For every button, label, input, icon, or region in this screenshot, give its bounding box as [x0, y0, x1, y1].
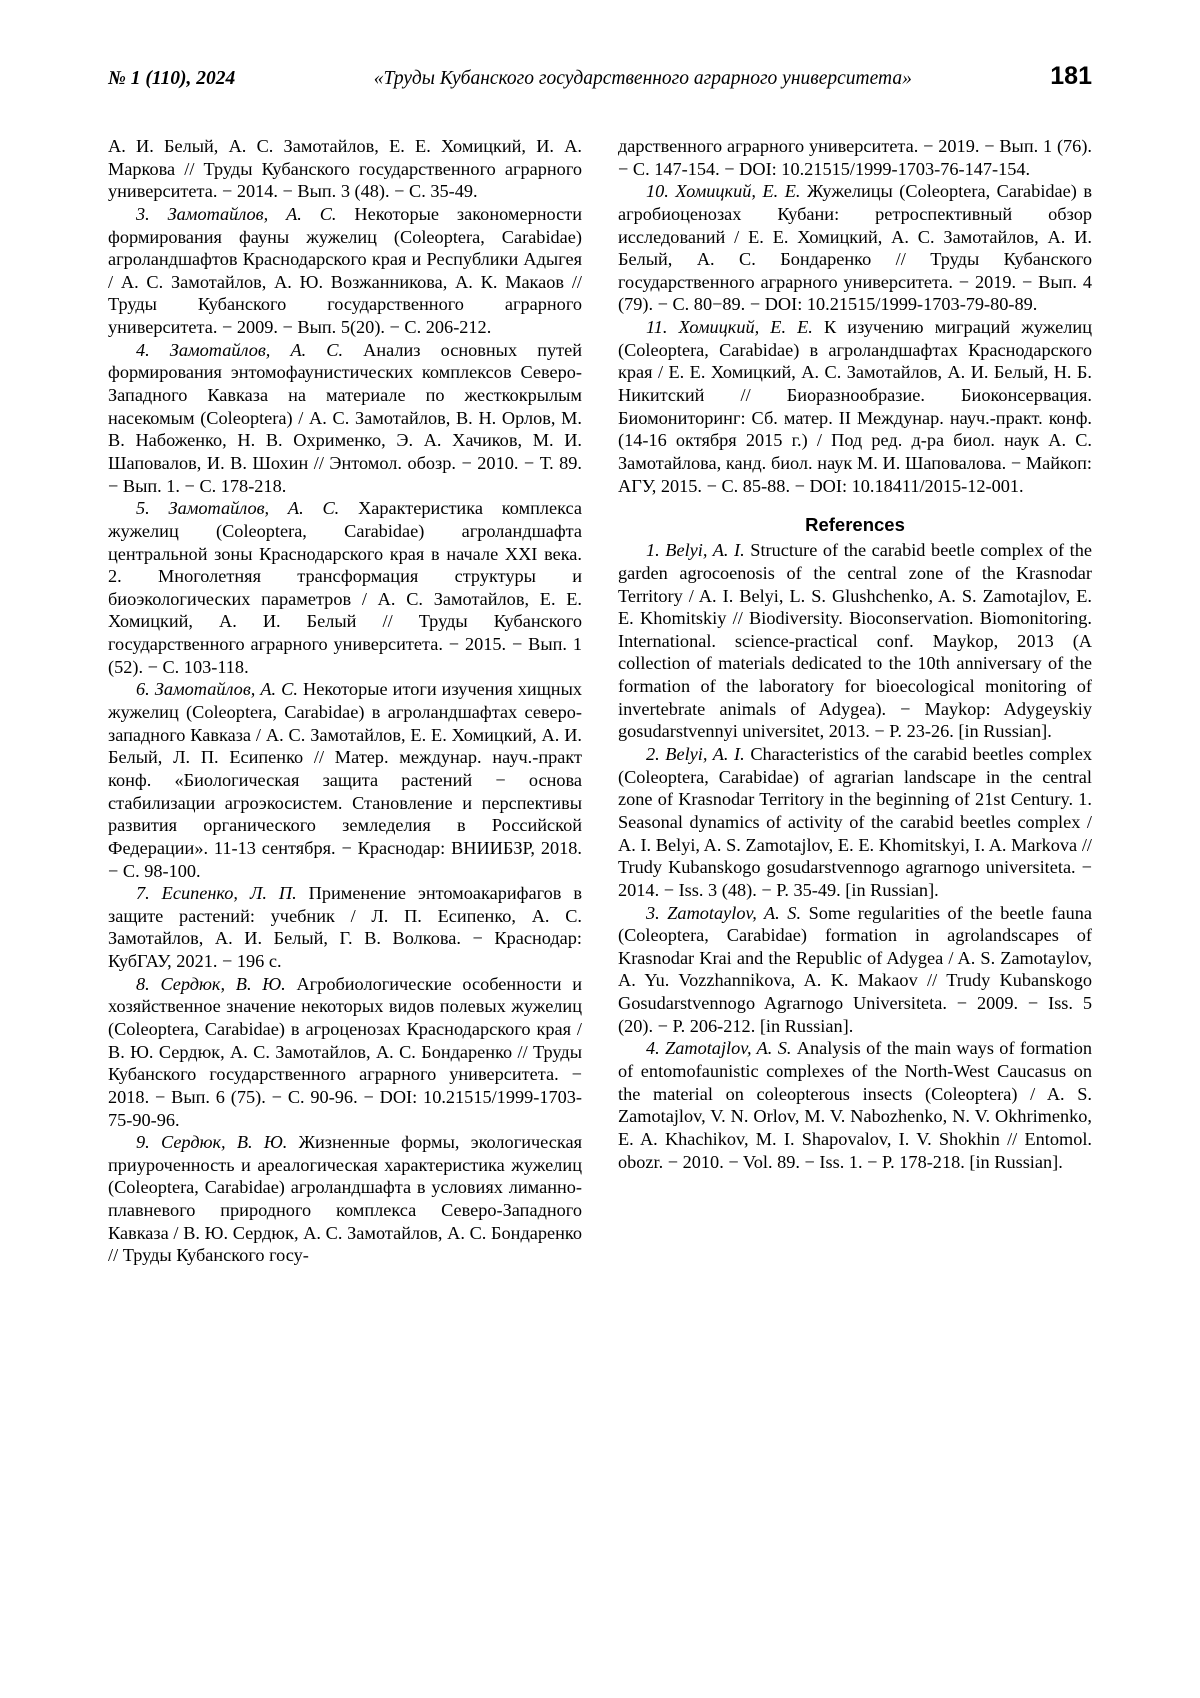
left-column — [108, 135, 582, 1267]
reference-entry — [618, 180, 1092, 316]
reference-author: 7. Есипенко, Л. П. — [136, 883, 309, 904]
reference-entry — [108, 678, 582, 882]
reference-author: 5. Замотайлов, А. С. — [136, 498, 359, 519]
reference-text: Агробиологические особенности и хозяйственное значение некоторых видов полевых жужелиц (Coleoptera, Carabidae) в агроценозах Краснодарского края / В. Ю. Сердюк, А. С. Замотайлов, А. С. Бондаренко // Труды Кубанского государственного аграрного университета. − 2018. − Вып. 6 (75). − С. 90-96. − DOI: 10.21515/1999-1703-75-90-96. — [108, 973, 583, 1130]
reference-author: 9. Сердюк, В. Ю. — [136, 1132, 299, 1153]
reference-author: 3. Замотайлов, А. С. — [136, 203, 355, 224]
reference-author: 8. Сердюк, В. Ю. — [136, 973, 297, 994]
reference-text: Structure of the carabid beetle complex of the garden agrocoenosis of the central zone of the Krasnodar Territory / A. I. Belyi, L. S. Glushchenko, A. S. Zamotajlov, E. E. Khomitskiy // Biodiversity. Bioconservation. Biomonitoring. International. science-practical conf. Maykop, 2013 (A collection of materials dedicated to the 10th anniversary of the formation of the laboratory for bioecological monitoring of invertebrate animals of Adygea). − Maykop: Adygeyskiy gosudarstvennyi universitet, 2013. − P. 23-26. [in Russian]. — [618, 540, 1092, 742]
reference-text: Characteristics of the carabid beetles complex (Coleoptera, Carabidae) of agrarian landscape in the central zone of Krasnodar Territory in the beginning of 21st Century. 1. Seasonal dynamics of activity of the carabid beetles complex / A. I. Belyi, A. S. Zamotajlov, E. E. Khomitskyi, I. A. Markova // Trudy Kubanskogo gosudarstvennogo agrarnogo universiteta. − 2014. − Iss. 3 (48). − P. 35-49. [in Russian]. — [618, 744, 1092, 900]
reference-text: Анализ основных путей формирования энтомофаунистических комплексов Северо-Западного Кавказа на материале по жесткокрылым насекомым (Coleoptera) / А. С. Замотайлов, В. Н. Орлов, М. В. Набоженко, Н. В. Охрименко, Э. А. Хачиков, М. И. Шаповалов, И. В. Шохин // Энтомол. обозр. − 2010. − Т. 89. − Вып. 1. − С. 178-218. — [108, 339, 582, 496]
reference-entry — [108, 135, 582, 203]
issue-label: № 1 (110), 2024 — [108, 68, 236, 89]
reference-entry — [108, 973, 582, 1131]
reference-text: Жужелицы (Coleoptera, Carabidae) в агробиоценозах Кубани: ретроспективный обзор исследований / Е. Е. Хомицкий, А. С. Замотайлов, А. И. Белый, А. С. Бондаренко // Труды Кубанского государственного аграрного университета. − 2019. − Вып. 4 (79). − С. 80−89. − DOI: 10.21515/1999-1703-79-80-89. — [618, 181, 1092, 315]
page-header — [108, 62, 1092, 91]
right-column-references-english — [618, 539, 1092, 1173]
reference-author: 4. Zamotajlov, A. S. — [646, 1038, 797, 1059]
journal-title: «Труды Кубанского государственного аграрного университета» — [373, 68, 912, 89]
reference-text: Жизненные формы, экологическая приуроченность и ареалогическая характеристика жужелиц (Coleoptera, Carabidae) агроландшафта в условиях лиманно-плавневого природного комплекса Северо-Западного Кавказа / В. Ю. Сердюк, А. С. Замотайлов, А. С. Бондаренко // Труды Кубанского госу- — [108, 1132, 582, 1266]
reference-entry — [108, 1131, 582, 1267]
reference-author: 2. Belyi, A. I. — [646, 744, 751, 765]
reference-author: 6. Замотайлов, А. С. — [136, 679, 304, 700]
reference-author: 10. Хомицкий, Е. Е. — [646, 181, 807, 202]
reference-text: Некоторые закономерности формирования фауны жужелиц (Coleoptera, Carabidae) агроландшафтов Краснодарского края и Республики Адыгея / А. С. Замотайлов, А. Ю. Возжанникова, А. К. Макаов // Труды Кубанского государственного аграрного университета. − 2009. − Вып. 5(20). − С. 206-212. — [108, 203, 582, 338]
reference-author: 3. Zamotaylov, A. S. — [646, 902, 809, 923]
reference-entry — [108, 497, 582, 678]
page-number: 181 — [1050, 62, 1092, 90]
reference-author: 11. Хомицкий, Е. Е. — [646, 317, 824, 338]
reference-entry — [108, 882, 582, 973]
two-column-body — [108, 135, 1092, 1267]
reference-text: дарственного аграрного университета. − 2019. − Вып. 1 (76). − С. 147-154. − DOI: 10.21515/1999-1703-76-147-154. — [618, 136, 1092, 179]
reference-text: Some regularities of the beetle fauna (Coleoptera, Carabidae) formation in agrolandscapes of Krasnodar Krai and the Republic of Adygea / A. S. Zamotaylov, A. Yu. Vozzhannikova, A. K. Makaov // Trudy Kubanskogo Gosudarstvennogo Agrarnogo Universiteta. − 2009. − Iss. 5 (20). − P. 206-212. [in Russian]. — [618, 902, 1092, 1036]
right-column-references-russian — [618, 135, 1092, 497]
reference-entry — [618, 1037, 1092, 1173]
reference-author: 4. Замотайлов, А. С. — [136, 339, 364, 360]
reference-text: А. И. Белый, А. С. Замотайлов, Е. Е. Хомицкий, И. А. Маркова // Труды Кубанского государственного аграрного университета. − 2014. − Вып. 3 (48). − С. 35-49. — [108, 136, 582, 202]
reference-entry — [618, 743, 1092, 901]
reference-author: 1. Belyi, A. I. — [646, 540, 751, 561]
reference-text: Применение энтомоакарифагов в защите растений: учебник / Л. П. Есипенко, А. С. Замотайлов, А. И. Белый, Г. В. Волкова. − Краснодар: КубГАУ, 2021. − 196 с. — [108, 883, 582, 972]
reference-entry — [618, 135, 1092, 180]
reference-text: Некоторые итоги изучения хищных жужелиц (Coleoptera, Carabidae) в агроландшафтах северо-западного Кавказа / А. С. Замотайлов, Е. Е. Хомицкий, А. И. Белый, Л. П. Есипенко // Матер. междунар. науч.-практ конф. «Биологическая защита растений − основа стабилизации агроэкосистем. Становление и перспективы развития органического земледелия в Российской Федерации». 11-13 сентября. − Краснодар: ВНИИБЗР, 2018. − С. 98-100. — [108, 679, 583, 881]
left-column-references — [108, 135, 582, 1267]
reference-entry — [618, 902, 1092, 1038]
reference-text: Характеристика комплекса жужелиц (Coleoptera, Carabidae) агроландшафта центральной зоны Краснодарского края в начале XXI века. 2. Многолетняя трансформация структуры и биоэкологических параметров / А. С. Замотайлов, Е. Е. Хомицкий, А. И. Белый // Труды Кубанского государственного аграрного университета. − 2015. − Вып. 1 (52). − С. 103-118. — [108, 498, 582, 677]
reference-entry — [618, 539, 1092, 743]
right-column — [618, 135, 1092, 1267]
references-heading: References — [805, 514, 905, 536]
reference-entry — [108, 203, 582, 339]
reference-text: К изучению миграций жужелиц (Coleoptera, Carabidae) в агроландшафтах Краснодарского края / Е. Е. Хомицкий, А. С. Замотайлов, А. И. Белый, Н. Б. Никитский // Биоразнообразие. Биоконсервация. Биомониторинг: Сб. матер. II Междунар. науч.-практ. конф. (14-16 октября 2015 г.) / Под ред. д-ра биол. наук А. С. Замотайлова, канд. биол. наук М. И. Шаповалова. − Майкоп: АГУ, 2015. − С. 85-88. − DOI: 10.18411/2015-12-001. — [618, 317, 1092, 496]
reference-text: Analysis of the main ways of formation of entomofaunistic complexes of the North-West Caucasus on the material on coleopterous insects (Coleoptera) / A. S. Zamotajlov, V. N. Orlov, M. V. Nabozhenko, N. V. Okhrimenko, E. A. Khachikov, M. I. Shapovalov, I. V. Shokhin // Entomol. obozr. − 2010. − Vol. 89. − Iss. 1. − P. 178-218. [in Russian]. — [618, 1038, 1092, 1172]
reference-entry — [108, 339, 582, 497]
reference-entry — [618, 316, 1092, 497]
